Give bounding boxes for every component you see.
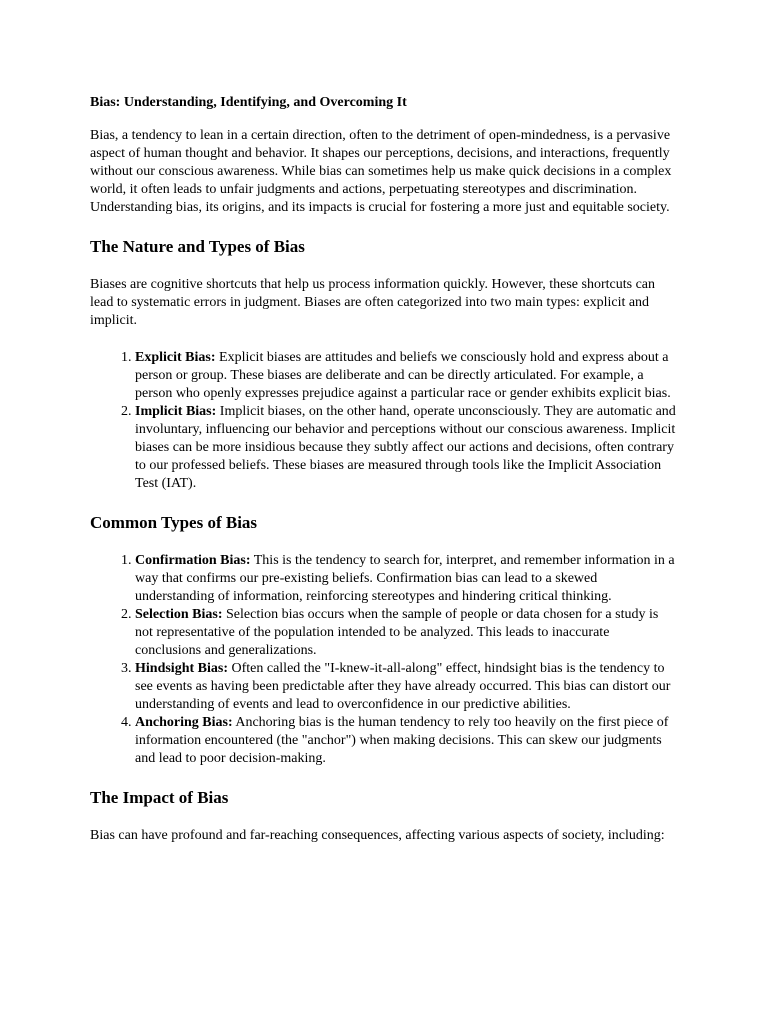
list-item-term: Confirmation Bias: — [135, 553, 251, 568]
list-item-text: Selection bias occurs when the sample of people or data chosen for a study is not representative of the population intended to be analyzed. This leads to inaccurate conclusions and generalizations. — [135, 607, 659, 658]
list-item-text: Explicit biases are attitudes and beliefs we consciously hold and express about a person or group. These biases are deliberate and can be directly articulated. For example, a person who openly expresses prejudice against a particular race or gender exhibits explicit bias. — [135, 350, 671, 401]
list-item-term: Hindsight Bias: — [135, 661, 228, 676]
list-item — [135, 660, 678, 714]
list-item-text: Anchoring bias is the human tendency to rely too heavily on the first piece of information encountered (the "anchor") when making decisions. This can skew our judgments and lead to poor decision-making. — [135, 715, 669, 766]
list-item-text: This is the tendency to search for, interpret, and remember information in a way that confirms our pre-existing beliefs. Confirmation bias can lead to a skewed understanding of information, reinforcing stereotypes and hindering critical thinking. — [135, 553, 675, 604]
list-item — [135, 606, 678, 660]
list-item — [135, 349, 678, 403]
list-item — [135, 714, 678, 768]
list-item-text: Implicit biases, on the other hand, operate unconsciously. They are automatic and involuntary, influencing our behavior and perceptions without our conscious awareness. Implicit biases can be more insidious because they subtly affect our actions and decisions, often contrary to our professed beliefs. These biases are measured through tools like the Implicit Association Test (IAT). — [135, 404, 676, 491]
list-item — [135, 552, 678, 606]
list-item-term: Explicit Bias: — [135, 350, 216, 365]
section-heading-nature: The Nature and Types of Bias — [90, 237, 305, 256]
section-paragraph-nature: Biases are cognitive shortcuts that help us process information quickly. However, these shortcuts can lead to systematic errors in judgment. Biases are often categorized into two main types: explicit and implicit. — [90, 277, 655, 328]
list-item-term: Anchoring Bias: — [135, 715, 233, 730]
document-title: Bias: Understanding, Identifying, and Overcoming It — [90, 95, 407, 110]
list-item-text: Often called the "I-knew-it-all-along" effect, hindsight bias is the tendency to see events as having been predictable after they have already occurred. This bias can distort our understanding of events and lead to overconfidence in our predictive abilities. — [135, 661, 671, 712]
bias-types-list — [90, 349, 678, 493]
list-item — [135, 403, 678, 493]
section-heading-impact: The Impact of Bias — [90, 788, 229, 807]
common-bias-list — [90, 552, 678, 768]
section-paragraph-impact: Bias can have profound and far-reaching consequences, affecting various aspects of society, including: — [90, 828, 665, 843]
list-item-term: Selection Bias: — [135, 607, 223, 622]
list-item-term: Implicit Bias: — [135, 404, 217, 419]
section-heading-common: Common Types of Bias — [90, 513, 258, 532]
intro-paragraph: Bias, a tendency to lean in a certain direction, often to the detriment of open-mindedness, is a pervasive aspect of human thought and behavior. It shapes our perceptions, decisions, and interactions, frequently without our conscious awareness. While bias can sometimes help us make quick decisions in a complex world, it often leads to unfair judgments and actions, perpetuating stereotypes and discrimination. Understanding bias, its origins, and its impacts is crucial for fostering a more just and equitable society. — [90, 128, 672, 215]
